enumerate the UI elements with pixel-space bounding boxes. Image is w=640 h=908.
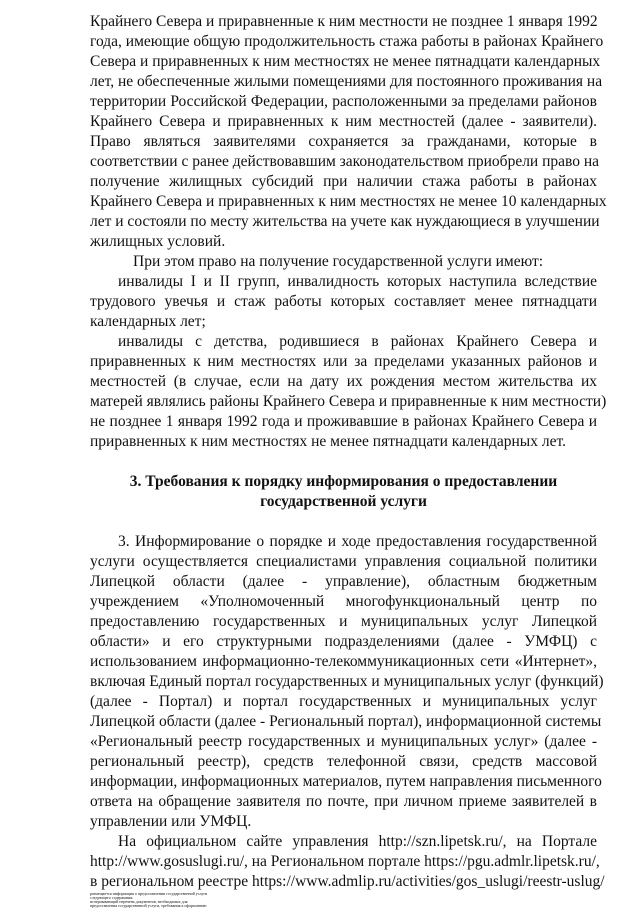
text-line: ответа на обращение заявителя по почте, при личном приеме заявителей в [90, 793, 597, 810]
page-tail [90, 891, 597, 908]
text-line: На официальном сайте управления http://szn.lipetsk.ru/, на Портале [118, 833, 597, 850]
text-line: использованием информационно-телекоммуникационных сети «Интернет», [90, 653, 597, 670]
text-line: (далее - Портал) и портал государственных и муниципальных услуг [90, 693, 597, 710]
text-line: региональный реестр), средств телефонной связи, средств массовой [90, 753, 597, 770]
text-line: Крайнего Севера и приравненные к ним местности не позднее 1 января 1992 [90, 13, 598, 30]
text-line: местностей (в случае, если на дату их рождения местом жительства их [90, 373, 597, 390]
text-line: приравненных к ним местностях не менее пятнадцати календарных лет. [90, 433, 566, 450]
text-line: Севера и приравненных к ним местностях не менее пятнадцати календарных [90, 53, 601, 70]
text-line: лет и состояли по месту жительства на учете как нуждающиеся в улучшении [90, 213, 600, 230]
text-line: территории Российской Федерации, расположенными за пределами районов [90, 93, 597, 110]
text-line: исчерпывающий перечень документов, необходимых для [90, 899, 188, 904]
text-line: жилищных условий. [90, 233, 226, 250]
section-heading: государственной услуги [260, 493, 427, 510]
text-line: соответствии с ранее действовавшим законодательством приобрели право на [90, 153, 600, 170]
text-line: услуги осуществляется специалистами управления социальной политики [90, 553, 597, 570]
text-line: включая Единый портал государственных и муниципальных услуг (функций) [90, 673, 604, 690]
text-line: размещается информация о предоставлении государственной услуги [90, 891, 208, 896]
text-line: инвалиды I и II групп, инвалидность которых наступила вследствие [118, 273, 597, 290]
text-line: следующего содержания: [90, 895, 134, 900]
text-line: Право являться заявителями сохраняется за гражданами, которые в [90, 133, 597, 150]
text-line: http://www.gosuslugi.ru/, на Региональном портале https://pgu.admlr.lipetsk.ru/, [90, 853, 600, 870]
text-line: «Региональный реестр государственных и муниципальных услуг» (далее - [90, 733, 597, 750]
text-line: инвалиды с детства, родившиеся в районах Крайнего Севера и [118, 333, 597, 350]
text-line: Крайнего Севера и приравненных к ним местностях не менее 10 календарных [90, 193, 607, 210]
text-line: Липецкой области (далее - управление), областным бюджетным [90, 573, 597, 590]
text-line: управлении или УМФЦ. [90, 813, 252, 830]
text-line: При этом право на получение государственной услуги имеют: [133, 253, 544, 270]
section-heading: 3. Требования к порядку информирования о предоставлении [129, 473, 558, 490]
text-line: приравненных к ним местностях или за пределами указанных районов и [90, 353, 597, 370]
text-line: учреждением «Уполномоченный многофункциональный центр по [90, 593, 597, 610]
text-line: не позднее 1 января 1992 года и проживавшие в районах Крайнего Севера и [90, 413, 597, 430]
text-line: 3. Информирование о порядке и ходе предоставления государственной [118, 533, 597, 550]
text-line: Крайнего Севера и приравненных к ним местностей (далее - заявители). [90, 113, 597, 130]
text-line: трудового увечья и стаж работы которых составляет менее пятнадцати [90, 293, 597, 310]
text-line: информации, информационных материалов, путем направления письменного [90, 773, 602, 790]
text-line: года, имеющие общую продолжительность стажа работы в районах Крайнего [90, 33, 604, 50]
text-line: предоставлению государственных и муниципальных услуг Липецкой [90, 613, 597, 630]
text-line: матерей являлись районы Крайнего Севера и приравненные к ним местности) [90, 393, 607, 410]
text-line: области» и его структурными подразделениями (далее - УМФЦ) с [90, 633, 597, 650]
text-line: предоставления государственной услуги, требования к оформлению [90, 903, 207, 908]
text-line: календарных лет; [90, 313, 206, 330]
text-line: в региональном реестре https://www.admlip.ru/activities/gos_uslugi/reestr-uslug/ [90, 873, 605, 890]
text-line: получение жилищных субсидий при наличии стажа работы в районах [90, 173, 597, 190]
text-line: лет, не обеспеченные жилыми помещениями для постоянного проживания на [90, 73, 603, 90]
text-line: Липецкой области (далее - Региональный портал), информационной системы [90, 713, 602, 730]
